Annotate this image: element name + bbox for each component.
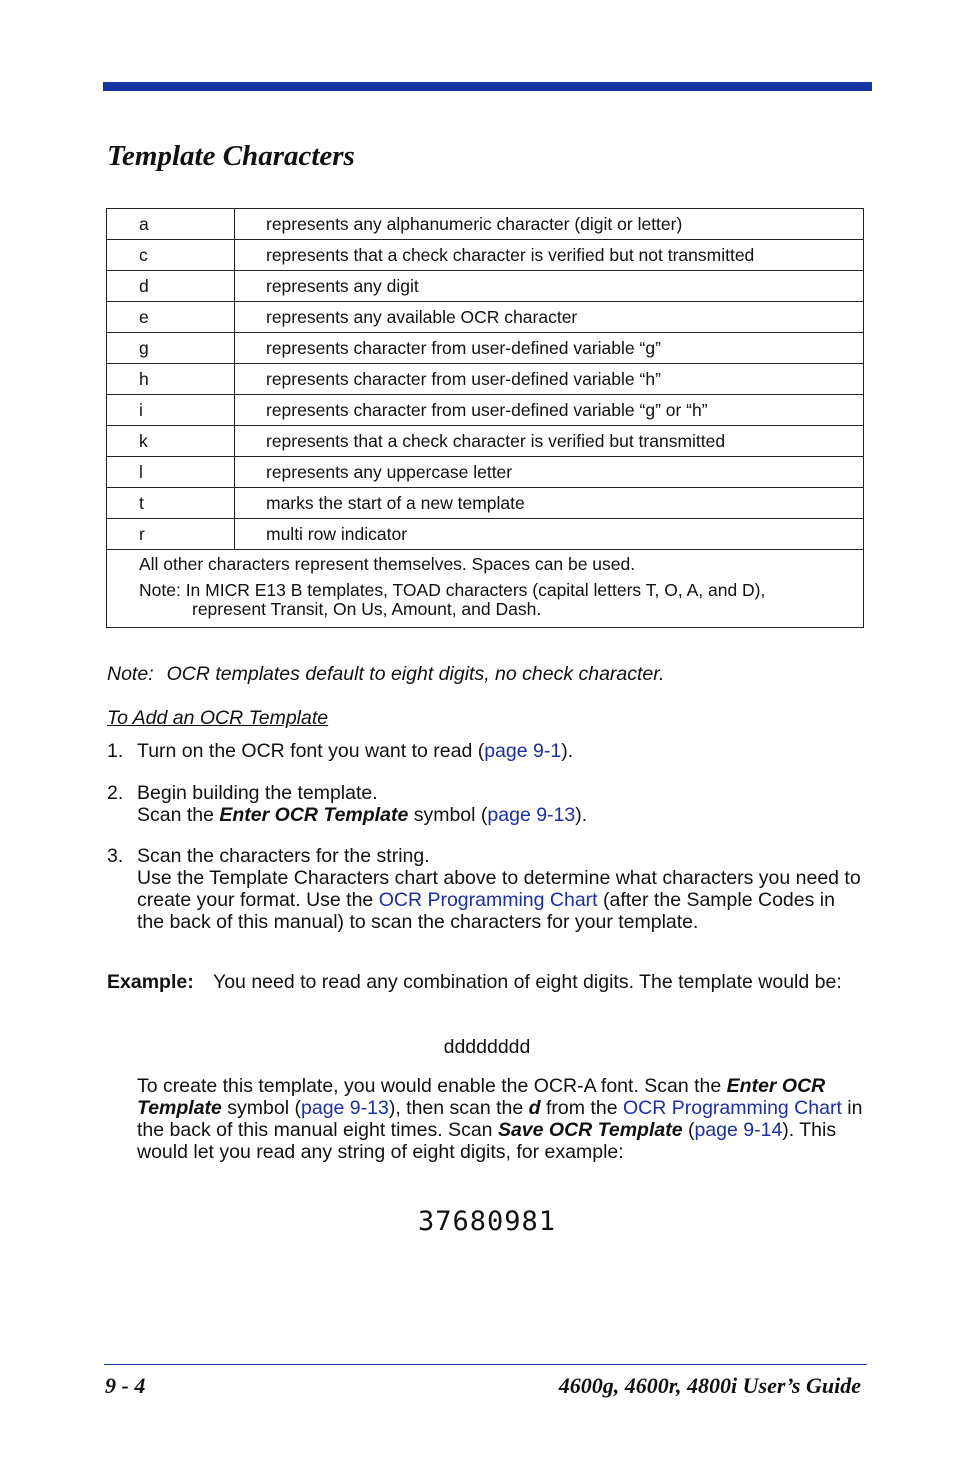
step-3 xyxy=(107,845,867,933)
ocr-programming-chart-link[interactable]: OCR Programming Chart xyxy=(378,889,598,911)
char-description: represents any alphanumeric character (digit or letter) xyxy=(235,209,864,240)
template-value: dddddddd xyxy=(443,1036,531,1058)
char-description: represents character from user-defined variable “g” or “h” xyxy=(235,395,864,426)
page-link[interactable]: page 9-1 xyxy=(484,740,562,762)
char-description: marks the start of a new template xyxy=(235,488,864,519)
header-bar xyxy=(103,82,872,91)
page-title: Template Characters xyxy=(107,140,355,172)
step-number: 1. xyxy=(107,740,124,762)
example-label: Example: xyxy=(107,971,194,993)
char-description: represents that a check character is verified but transmitted xyxy=(235,426,864,457)
explain-text: ( xyxy=(682,1119,695,1141)
step-number: 3. xyxy=(107,845,124,867)
step-text: Scan the characters for the string. xyxy=(137,845,430,867)
table-row xyxy=(107,271,864,302)
symbol-name: Enter OCR Template xyxy=(137,1075,826,1119)
char-name: d xyxy=(528,1097,541,1119)
template-characters-table xyxy=(106,208,864,628)
explain-text: symbol ( xyxy=(221,1097,301,1119)
ocr-programming-chart-link[interactable]: OCR Programming Chart xyxy=(622,1097,842,1119)
table-footer-cell xyxy=(107,550,864,628)
step-text: Use the Template Characters chart above to determine what characters you need to create your format. Use the xyxy=(137,867,861,911)
table-row xyxy=(107,426,864,457)
table-row xyxy=(107,302,864,333)
char-description: represents character from user-defined variable “h” xyxy=(235,364,864,395)
explain-text: ), then scan the xyxy=(388,1097,529,1119)
guide-title: 4600g, 4600r, 4800i User’s Guide xyxy=(558,1373,861,1398)
step-text-end: ). xyxy=(575,804,588,826)
table-row xyxy=(107,333,864,364)
table-footer-text: All other characters represent themselves. Spaces can be used. xyxy=(139,554,636,574)
template-char: k xyxy=(107,426,235,457)
template-char: d xyxy=(107,271,235,302)
template-char: h xyxy=(107,364,235,395)
template-char: t xyxy=(107,488,235,519)
char-description: represents any available OCR character xyxy=(235,302,864,333)
table-footer-row xyxy=(107,550,864,628)
step-text: Begin building the template. xyxy=(137,782,378,804)
table-footer-note xyxy=(139,581,863,619)
page-link[interactable]: page 9-14 xyxy=(694,1119,783,1141)
table-footer-note-line1: Note: In MICR E13 B templates, TOAD characters (capital letters T, O, A, and D), xyxy=(139,580,766,600)
template-char: g xyxy=(107,333,235,364)
step-text: Turn on the OCR font you want to read ( xyxy=(137,740,485,762)
template-char: i xyxy=(107,395,235,426)
note-text: OCR templates default to eight digits, no check character. xyxy=(166,663,665,685)
step-text-end: ). xyxy=(561,740,574,762)
page-number: 9 - 4 xyxy=(105,1373,146,1398)
table-row xyxy=(107,457,864,488)
example-block xyxy=(107,971,867,993)
table-row xyxy=(107,519,864,550)
char-description: represents that a check character is verified but not transmitted xyxy=(235,240,864,271)
char-description: represents character from user-defined variable “g” xyxy=(235,333,864,364)
procedure-heading: To Add an OCR Template xyxy=(107,707,329,729)
page-link[interactable]: page 9-13 xyxy=(487,804,576,826)
step-text: symbol ( xyxy=(408,804,488,826)
symbol-name: Save OCR Template xyxy=(497,1119,683,1141)
char-description: represents any digit xyxy=(235,271,864,302)
template-char: r xyxy=(107,519,235,550)
step-2 xyxy=(107,782,867,826)
explain-text: in the back of this manual eight times. Scan xyxy=(137,1097,863,1141)
explain-text: ). This would let you read any string of eight digits, for example: xyxy=(137,1119,837,1163)
template-char: e xyxy=(107,302,235,333)
note-label: Note: xyxy=(107,663,154,685)
table-footer-note-line2: represent Transit, On Us, Amount, and Dash. xyxy=(192,599,542,619)
step-1 xyxy=(107,740,867,762)
example-text: You need to read any combination of eight digits. The template would be: xyxy=(213,971,842,993)
table-row xyxy=(107,364,864,395)
table-row xyxy=(107,395,864,426)
explain-text: from the xyxy=(540,1097,623,1119)
template-char: l xyxy=(107,457,235,488)
template-char: a xyxy=(107,209,235,240)
step-number: 2. xyxy=(107,782,124,804)
ocr-sample-string: 37680981 xyxy=(417,1206,557,1237)
page-link[interactable]: page 9-13 xyxy=(301,1097,389,1119)
table-row xyxy=(107,488,864,519)
table-row xyxy=(107,240,864,271)
footer-rule xyxy=(104,1364,867,1365)
template-char: c xyxy=(107,240,235,271)
explanation-paragraph xyxy=(137,1075,867,1163)
explain-text: To create this template, you would enable the OCR-A font. Scan the xyxy=(137,1075,727,1097)
step-text-end: (after the Sample Codes in the back of this manual) to scan the characters for your template. xyxy=(137,889,835,933)
default-note xyxy=(107,663,664,686)
char-description: multi row indicator xyxy=(235,519,864,550)
char-description: represents any uppercase letter xyxy=(235,457,864,488)
step-text: Scan the xyxy=(137,804,220,826)
table-row xyxy=(107,209,864,240)
symbol-name: Enter OCR Template xyxy=(219,804,409,826)
